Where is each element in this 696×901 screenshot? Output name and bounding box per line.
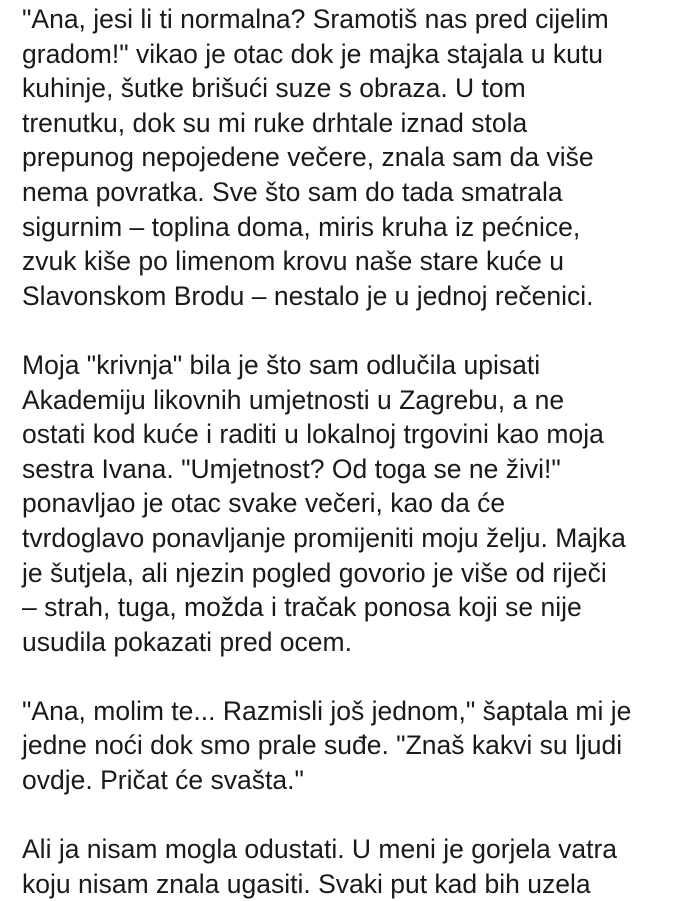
text-line: kuhinje, šutke brišući suze s obraza. U tom xyxy=(22,73,526,104)
paragraph-3 xyxy=(22,694,680,798)
text-line: zvuk kiše po limenom krovu naše stare kuće u xyxy=(22,246,565,277)
text-line: "Ana, jesi li ti normalna? Sramotiš nas pred cijelim xyxy=(22,4,609,34)
text-line: Moja "krivnja" bila je što sam odlučila upisati xyxy=(22,349,541,380)
text-line: nema povratka. Sve što sam do tada smatrala xyxy=(22,176,563,207)
paragraph-1 xyxy=(22,2,680,313)
text-line: "Ana, molim te... Razmisli još jednom," šaptala mi je xyxy=(22,695,632,726)
text-line: gradom!" vikao je otac dok je majka stajala u kutu xyxy=(22,38,603,69)
paragraph-spacer xyxy=(22,313,680,348)
text-line: trenutku, dok su mi ruke drhtale iznad stola xyxy=(22,107,528,138)
text-line: – strah, tuga, možda i tračak ponosa koji se nije xyxy=(22,592,582,623)
text-line: ostati kod kuće i raditi u lokalnoj trgovini kao moja xyxy=(22,419,604,450)
text-line: prepunog nepojedene večere, znala sam da više xyxy=(22,142,594,173)
text-line: Akademiju likovnih umjetnosti u Zagrebu, a ne xyxy=(22,384,565,415)
paragraph-spacer xyxy=(22,798,680,833)
text-line: sestra Ivana. "Umjetnost? Od toga se ne živi!" xyxy=(22,453,561,484)
paragraph-spacer xyxy=(22,659,680,694)
paragraph-4 xyxy=(22,832,680,901)
text-line: Slavonskom Brodu – nestalo je u jednoj rečenici. xyxy=(22,280,594,311)
text-line: tvrdoglavo ponavljanje promijeniti moju želju. Majka xyxy=(22,522,626,553)
text-line: ovdje. Pričat će svašta." xyxy=(22,765,304,796)
text-line: ponavljao je otac svake večeri, kao da će xyxy=(22,488,506,519)
text-line: sigurnim – toplina doma, miris kruha iz pećnice, xyxy=(22,211,581,242)
text-line: jedne noći dok smo prale suđe. "Znaš kakvi su ljudi xyxy=(22,730,623,761)
text-line: je šutjela, ali njezin pogled govorio je više od riječi xyxy=(22,557,607,588)
text-line: Ali ja nisam mogla odustati. U meni je gorjela vatra xyxy=(22,834,618,865)
text-line: usudila pokazati pred ocem. xyxy=(22,626,352,657)
paragraph-2 xyxy=(22,348,680,659)
text-line: koju nisam znala ugasiti. Svaki put kad bih uzela xyxy=(22,868,591,899)
